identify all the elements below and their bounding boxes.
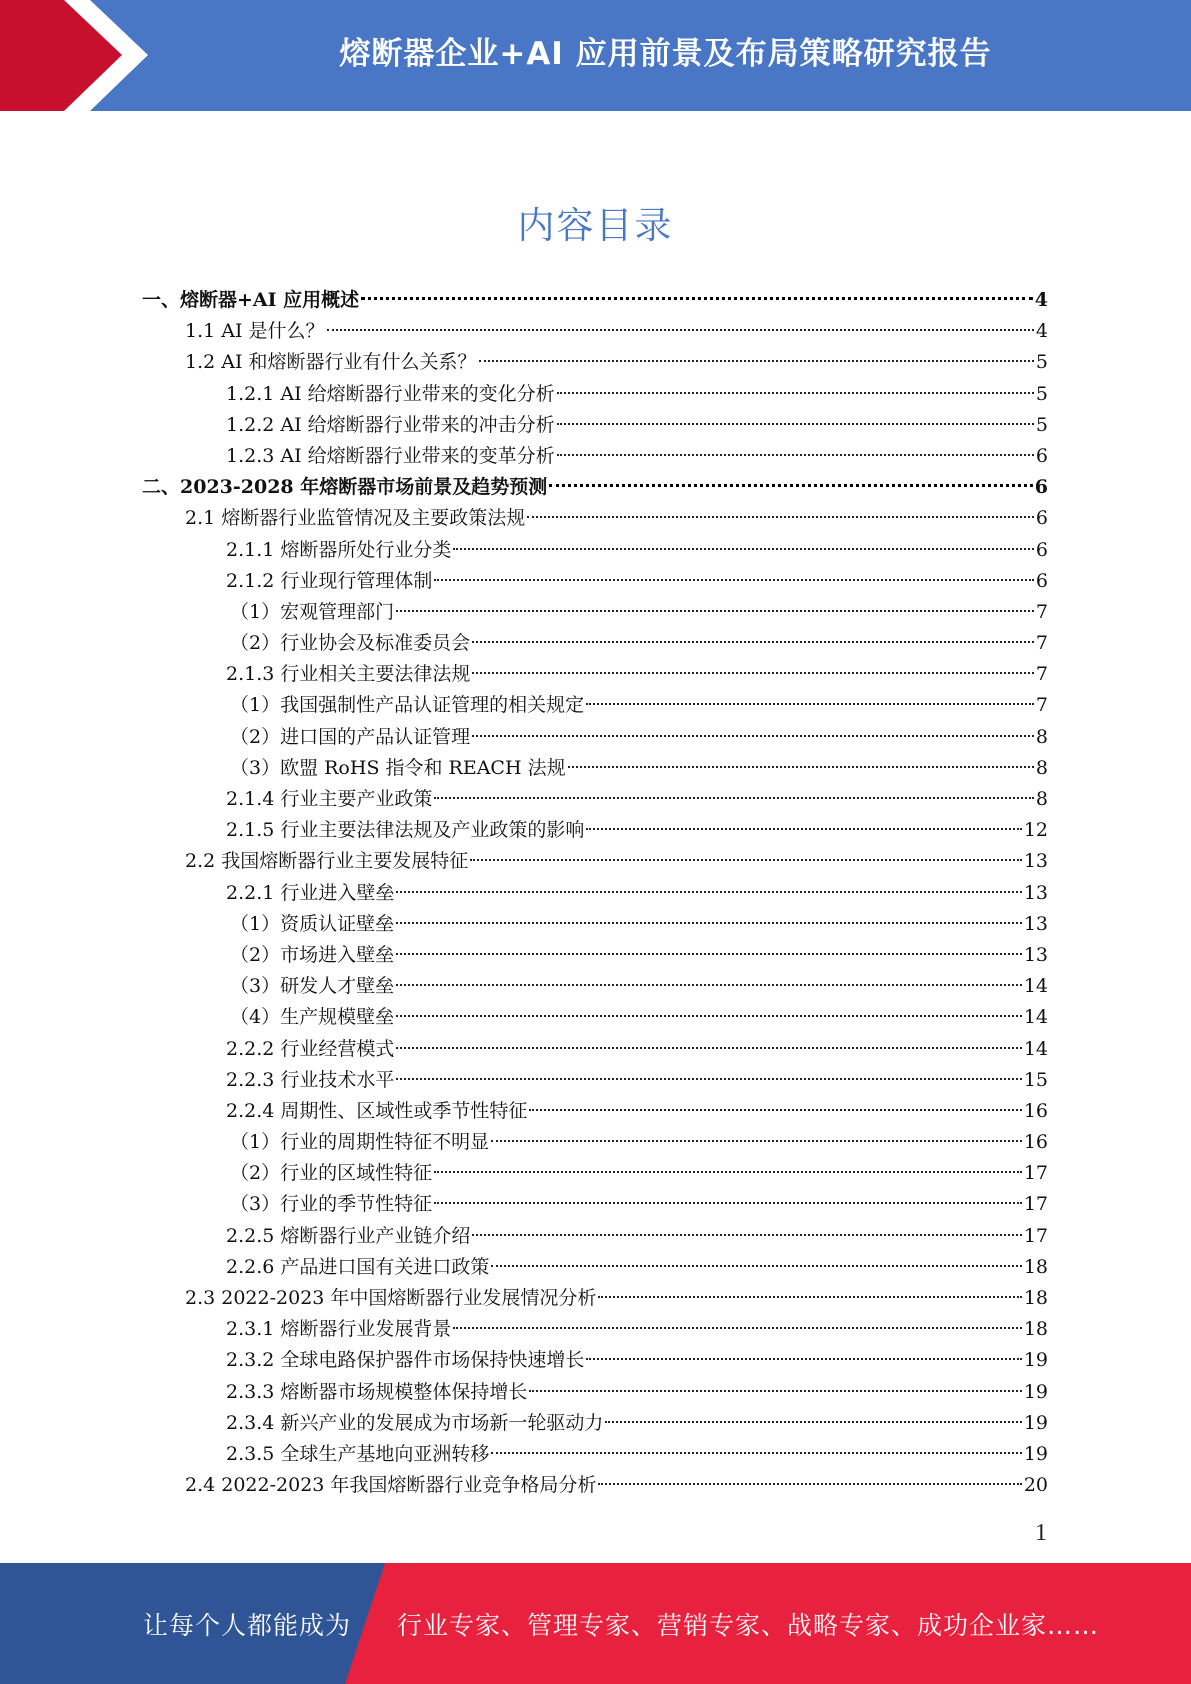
toc-entry-text: （2）行业的区域性特征 [230,1162,433,1185]
toc-entry[interactable] [142,784,1048,815]
header-banner [0,0,1191,111]
toc-dot-leader [491,1265,1021,1267]
toc-dot-leader [434,1202,1022,1204]
toc-dot-leader [557,392,1034,394]
toc-entry-page: 8 [1035,725,1048,748]
toc-entry-page: 20 [1023,1474,1048,1497]
toc-entry-text: 2.1.2 行业现行管理体制 [226,569,433,592]
toc-dot-leader [434,797,1034,799]
table-of-contents [142,285,1048,1501]
toc-entry-page: 7 [1035,600,1048,623]
toc-dot-leader [472,672,1034,674]
toc-entry[interactable] [142,410,1048,441]
toc-entry[interactable] [142,815,1048,846]
toc-entry-page: 5 [1035,351,1048,374]
toc-entry-page: 8 [1035,788,1048,810]
toc-entry-text: 2.1.5 行业主要法律法规及产业政策的影响 [226,819,585,842]
toc-entry[interactable] [142,1189,1048,1220]
toc-entry-page: 18 [1023,1318,1048,1341]
toc-entry-text: 2.3.3 熔断器市场规模整体保持增长 [226,1380,528,1403]
toc-entry[interactable] [142,597,1048,628]
toc-entry[interactable] [142,753,1048,784]
toc-dot-leader [434,579,1034,581]
toc-dot-leader [361,297,1033,300]
toc-entry-page: 7 [1035,694,1048,717]
toc-entry-text: 2.2.3 行业技术水平 [226,1068,395,1091]
toc-entry-page: 13 [1023,943,1048,966]
toc-entry-page: 13 [1023,850,1048,873]
toc-dot-leader [396,1015,1022,1017]
toc-dot-leader [453,548,1034,550]
toc-entry-page: 6 [1035,538,1048,561]
toc-dot-leader [605,1421,1021,1423]
toc-entry-page: 14 [1023,1037,1048,1060]
toc-entry[interactable] [142,690,1048,721]
page-number: 1 [1035,1520,1047,1546]
footer-slogan-right: 行业专家、管理专家、营销专家、战略专家、成功企业家…… [397,1610,1100,1640]
footer-slogan-left: 让每个人都能成为 [143,1610,352,1640]
toc-entry-text: （2）市场进入壁垒 [230,943,395,966]
toc-dot-leader [479,360,1034,362]
toc-entry[interactable] [142,1065,1048,1096]
toc-entry[interactable] [142,535,1048,566]
toc-entry-text: 1.2 AI 和熔断器行业有什么关系？ [185,351,477,374]
toc-entry-text: 2.2 我国熔断器行业主要发展特征 [185,850,469,873]
toc-entry-page: 18 [1023,1287,1048,1309]
toc-entry-text: （1）宏观管理部门 [230,600,395,623]
toc-entry-page: 5 [1035,382,1048,405]
footer-banner [0,1563,1191,1684]
toc-entry-text: （1）我国强制性产品认证管理的相关规定 [230,694,585,717]
toc-dot-leader [396,984,1022,986]
toc-entry[interactable] [142,971,1048,1002]
toc-dot-leader [472,641,1034,643]
toc-entry-page: 19 [1023,1442,1048,1465]
toc-entry-text: 2.1.4 行业主要产业政策 [226,788,433,810]
toc-entry[interactable] [142,285,1048,316]
toc-entry-page: 19 [1023,1380,1048,1403]
toc-dot-leader [396,1078,1021,1080]
toc-entry-page: 18 [1023,1255,1048,1278]
toc-entry[interactable] [142,1314,1048,1345]
toc-dot-leader [491,1452,1021,1454]
toc-entry-text: 2.2.1 行业进入壁垒 [226,881,395,904]
toc-entry[interactable] [142,878,1048,909]
toc-entry-page: 17 [1023,1193,1048,1216]
toc-dot-leader [529,1109,1021,1111]
toc-entry[interactable] [142,940,1048,971]
toc-dot-leader [549,484,1033,487]
toc-entry[interactable] [142,1252,1048,1283]
toc-entry-page: 4 [1035,320,1048,343]
toc-dot-leader [472,1234,1021,1236]
toc-entry-page: 6 [1035,444,1048,467]
toc-dot-leader [598,1483,1021,1485]
toc-dot-leader [598,1296,1021,1298]
toc-entry-text: （3）研发人才壁垒 [230,975,395,998]
toc-entry[interactable] [142,1345,1048,1376]
toc-entry-text: 2.3.2 全球电路保护器件市场保持快速增长 [226,1349,585,1372]
toc-entry-page: 12 [1023,819,1048,842]
toc-entry[interactable] [142,909,1048,940]
toc-dot-leader [396,891,1021,893]
toc-entry[interactable] [142,379,1048,410]
toc-entry-text: 2.3 2022-2023 年中国熔断器行业发展情况分析 [185,1287,597,1309]
toc-entry[interactable] [142,1034,1048,1065]
toc-entry-text: 2.4 2022-2023 年我国熔断器行业竞争格局分析 [185,1474,597,1497]
toc-entry-page: 15 [1023,1068,1048,1091]
toc-entry[interactable] [142,1158,1048,1189]
toc-entry[interactable] [142,1221,1048,1252]
toc-entry-text: 2.2.4 周期性、区域性或季节性特征 [226,1099,528,1122]
toc-entry-text: （3）行业的季节性特征 [230,1193,433,1216]
toc-dot-leader [453,1327,1021,1329]
report-title: 熔断器企业+AI 应用前景及布局策略研究报告 [339,36,992,72]
toc-entry-page: 8 [1035,756,1048,779]
toc-entry-text: （3）欧盟 RoHS 指令和 REACH 法规 [230,756,566,779]
toc-entry-text: （1）资质认证壁垒 [230,912,395,935]
toc-entry-text: 2.2.5 熔断器行业产业链介绍 [226,1224,471,1247]
toc-dot-leader [557,423,1034,425]
toc-entry-text: 1.2.2 AI 给熔断器行业带来的冲击分析 [226,413,555,436]
toc-entry-text: （2）进口国的产品认证管理 [230,725,471,748]
toc-entry[interactable] [142,628,1048,659]
toc-entry[interactable] [142,472,1048,503]
toc-entry-page: 4 [1034,289,1048,311]
toc-entry-text: 2.1.3 行业相关主要法律法规 [226,663,471,686]
toc-entry-page: 6 [1035,507,1048,530]
toc-entry-page: 19 [1023,1411,1048,1434]
toc-entry[interactable] [142,1283,1048,1314]
toc-entry-page: 14 [1023,975,1048,998]
toc-dot-leader [470,859,1022,861]
toc-dot-leader [434,1171,1022,1173]
toc-entry-text: 2.3.5 全球生产基地向亚洲转移 [226,1442,490,1465]
toc-entry-page: 13 [1023,881,1048,904]
toc-entry[interactable] [142,722,1048,753]
toc-entry-page: 16 [1023,1099,1048,1122]
toc-entry-text: 2.3.4 新兴产业的发展成为市场新一轮驱动力 [226,1411,604,1434]
toc-entry-page: 19 [1023,1349,1048,1372]
toc-entry-text: 2.3.1 熔断器行业发展背景 [226,1318,452,1341]
toc-entry-text: （2）行业协会及标准委员会 [230,632,471,655]
toc-dot-leader [586,1358,1021,1360]
toc-entry[interactable] [142,1002,1048,1033]
toc-entry-text: 1.2.1 AI 给熔断器行业带来的变化分析 [226,382,555,405]
toc-entry-page: 13 [1023,912,1048,935]
toc-entry-page: 17 [1023,1224,1048,1247]
toc-dot-leader [396,1047,1021,1049]
toc-entry-text: 2.2.2 行业经营模式 [226,1037,395,1060]
toc-dot-leader [529,1390,1021,1392]
toc-entry-text: 一、熔断器+AI 应用概述 [142,289,360,311]
toc-entry[interactable] [142,1377,1048,1408]
toc-entry[interactable] [142,316,1048,347]
toc-dot-leader [472,735,1034,737]
toc-dot-leader [586,828,1021,830]
toc-entry-text: 2.2.6 产品进口国有关进口政策 [226,1255,490,1278]
toc-entry-text: 2.1.1 熔断器所处行业分类 [226,538,452,561]
toc-entry-page: 6 [1034,476,1048,499]
toc-entry[interactable] [142,659,1048,690]
toc-entry-text: （4）生产规模壁垒 [230,1006,395,1029]
toc-entry-page: 7 [1035,632,1048,655]
toc-entry-page: 7 [1035,663,1048,686]
toc-entry[interactable] [142,846,1048,877]
toc-entry-text: 2.1 熔断器行业监管情况及主要政策法规 [185,507,526,530]
toc-dot-leader [396,610,1034,612]
toc-dot-leader [557,454,1034,456]
toc-entry-text: 1.1 AI 是什么？ [185,320,325,343]
toc-dot-leader [327,329,1034,331]
toc-entry[interactable] [142,1408,1048,1439]
toc-dot-leader [568,766,1034,768]
toc-dot-leader [396,922,1022,924]
toc-entry-page: 5 [1035,413,1048,436]
toc-entry-page: 14 [1023,1006,1048,1029]
toc-entry[interactable] [142,347,1048,378]
toc-entry-page: 6 [1035,569,1048,592]
toc-dot-leader [491,1140,1022,1142]
toc-entry[interactable] [142,1439,1048,1470]
toc-entry[interactable] [142,566,1048,597]
toc-entry-page: 16 [1023,1131,1048,1154]
toc-dot-leader [586,703,1034,705]
toc-entry-text: 二、2023-2028 年熔断器市场前景及趋势预测 [142,476,548,499]
toc-entry[interactable] [142,1127,1048,1158]
toc-entry-text: （1）行业的周期性特征不明显 [230,1131,490,1154]
toc-dot-leader [396,953,1022,955]
toc-entry-text: 1.2.3 AI 给熔断器行业带来的变革分析 [226,444,555,467]
toc-entry[interactable] [142,1096,1048,1127]
toc-entry[interactable] [142,1470,1048,1501]
toc-dot-leader [527,516,1034,518]
toc-entry-page: 17 [1023,1162,1048,1185]
toc-heading: 内容目录 [517,204,674,247]
toc-entry[interactable] [142,441,1048,472]
toc-entry[interactable] [142,503,1048,534]
